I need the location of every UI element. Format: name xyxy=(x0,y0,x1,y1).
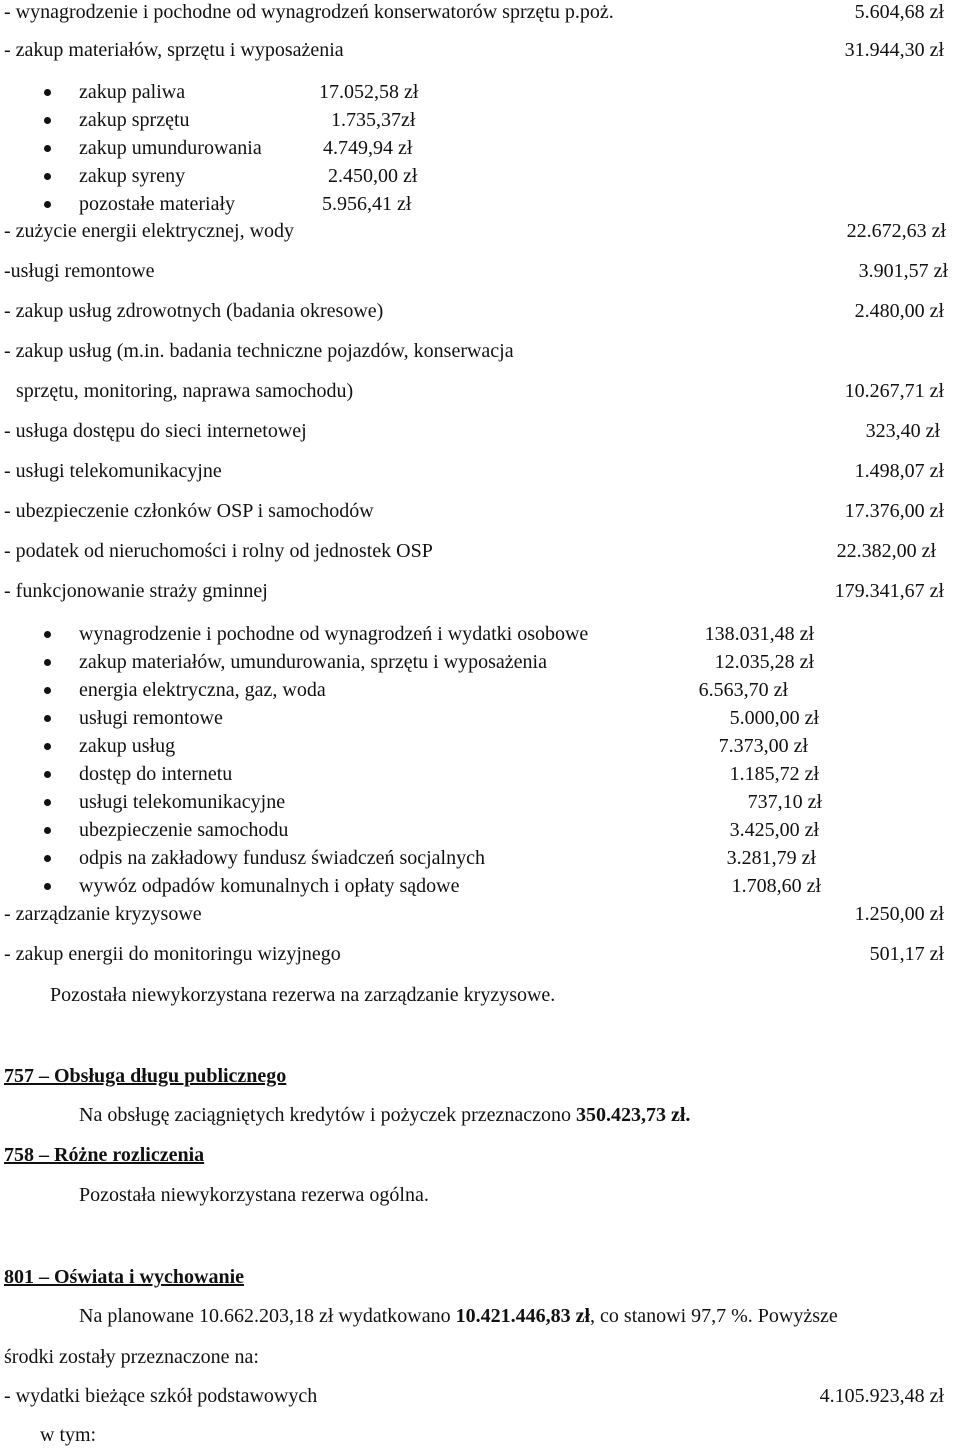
bullet-icon xyxy=(44,799,51,806)
bullet-icon xyxy=(44,173,51,180)
text-plain: Na obsługę zaciągniętych kredytów i pożyczek przeznaczono xyxy=(79,1104,576,1126)
section-heading-757 xyxy=(0,1064,960,1092)
expense-row-services-cont xyxy=(0,379,960,407)
row-label: - wynagrodzenie i pochodne od wynagrodzeń konserwatorów sprzętu p.poż. xyxy=(4,1,614,23)
row-label: sprzętu, monitoring, naprawa samochodu) xyxy=(16,380,354,402)
sub-list-item xyxy=(0,790,960,818)
row-amount: 4.105.923,48 zł xyxy=(819,1385,944,1407)
paragraph: środki zostały przeznaczone na: xyxy=(4,1346,259,1368)
bullet-icon xyxy=(44,631,51,638)
sub-item-amount: 5.956,41 zł xyxy=(322,193,412,215)
sub-list-item xyxy=(0,136,960,164)
sub-list-item xyxy=(0,678,960,706)
sub-item-amount: 1.708,60 zł xyxy=(731,875,821,897)
section-text-758 xyxy=(0,1183,960,1211)
crisis-note: Pozostała niewykorzystana rezerwa na zarządzanie kryzysowe. xyxy=(50,984,556,1006)
paragraph xyxy=(79,1304,838,1328)
expense-row xyxy=(0,539,960,567)
text-plain: Na planowane 10.662.203,18 zł wydatkowano xyxy=(79,1305,456,1327)
expense-row xyxy=(0,579,960,607)
expense-row xyxy=(0,299,960,327)
sub-list-item xyxy=(0,164,960,192)
bullet-icon xyxy=(44,883,51,890)
sub-item-amount: 17.052,58 zł xyxy=(319,81,419,103)
sub-list-item xyxy=(0,650,960,678)
expense-row xyxy=(0,38,960,66)
row-label: -usługi remontowe xyxy=(4,260,155,282)
bullet-icon xyxy=(44,687,51,694)
sub-item-label: pozostałe materiały xyxy=(79,193,236,215)
sub-item-label: zakup umundurowania xyxy=(79,137,262,159)
section-heading-801 xyxy=(0,1265,960,1293)
row-label: - wydatki bieżące szkół podstawowych xyxy=(4,1385,318,1407)
sub-item-amount: 737,10 zł xyxy=(747,791,822,813)
sub-list-item xyxy=(0,734,960,762)
sub-list-item xyxy=(0,874,960,902)
section-text-801-cont xyxy=(0,1345,960,1373)
sub-list-item xyxy=(0,192,960,220)
row-label: - zakup energii do monitoringu wizyjnego xyxy=(4,943,341,965)
text-bold: 350.423,73 zł. xyxy=(576,1104,691,1126)
sub-item-amount: 12.035,28 zł xyxy=(714,651,814,673)
expense-row xyxy=(0,219,960,247)
row-amount: 179.341,67 zł xyxy=(834,580,944,602)
w-tym-line xyxy=(0,1423,960,1451)
sub-item-amount: 5.000,00 zł xyxy=(729,707,819,729)
sub-item-label: zakup materiałów, umundurowania, sprzętu i wyposażenia xyxy=(79,651,547,673)
row-amount: 22.672,63 zł xyxy=(846,220,946,242)
section-heading: 758 – Różne rozliczenia xyxy=(4,1144,205,1166)
row-label: - zarządzanie kryzysowe xyxy=(4,903,202,925)
row-amount: 323,40 zł xyxy=(865,420,940,442)
expense-row xyxy=(0,902,960,930)
row-label: - funkcjonowanie straży gminnej xyxy=(4,580,268,602)
sub-item-amount: 7.373,00 zł xyxy=(718,735,808,757)
expense-row xyxy=(0,499,960,527)
row-label: - zakup usług zdrowotnych (badania okresowe) xyxy=(4,300,384,322)
row-amount: 2.480,00 zł xyxy=(854,300,944,322)
sub-item-label: zakup usług xyxy=(79,735,176,757)
sub-item-label: energia elektryczna, gaz, woda xyxy=(79,679,326,701)
sub-list-item xyxy=(0,80,960,108)
bullet-icon xyxy=(44,659,51,666)
sub-item-amount: 1.735,37zł xyxy=(331,109,416,131)
row-label: - usługi telekomunikacyjne xyxy=(4,460,222,482)
row-amount: 22.382,00 zł xyxy=(836,540,936,562)
row-label: - zakup usług (m.in. badania techniczne pojazdów, konserwacja xyxy=(4,340,514,362)
section-heading: 757 – Obsługa długu publicznego xyxy=(4,1065,287,1087)
section-text-757 xyxy=(0,1103,960,1131)
text-plain: , co stanowi 97,7 %. Powyższe xyxy=(590,1305,838,1327)
sub-item-amount: 2.450,00 zł xyxy=(328,165,418,187)
sub-item-label: usługi telekomunikacyjne xyxy=(79,791,286,813)
bullet-icon xyxy=(44,855,51,862)
row-amount: 501,17 zł xyxy=(869,943,944,965)
text-bold: 10.421.446,83 zł xyxy=(455,1305,591,1327)
sub-item-amount: 3.281,79 zł xyxy=(726,847,816,869)
sub-item-amount: 3.425,00 zł xyxy=(729,819,819,841)
sub-item-amount: 4.749,94 zł xyxy=(323,137,413,159)
bullet-icon xyxy=(44,89,51,96)
sub-item-amount: 138.031,48 zł xyxy=(704,623,814,645)
row-amount: 31.944,30 zł xyxy=(844,39,944,61)
sub-item-label: zakup sprzętu xyxy=(79,109,190,131)
expense-row xyxy=(0,459,960,487)
note-text xyxy=(0,983,960,1011)
sub-list-item xyxy=(0,622,960,650)
sub-list-item xyxy=(0,818,960,846)
bullet-icon xyxy=(44,743,51,750)
expense-row xyxy=(0,419,960,447)
sub-item-amount: 1.185,72 zł xyxy=(729,763,819,785)
sub-item-label: dostęp do internetu xyxy=(79,763,233,785)
w-tym-label: w tym: xyxy=(40,1424,97,1446)
paragraph: Pozostała niewykorzystana rezerwa ogólna. xyxy=(79,1184,429,1206)
bullet-icon xyxy=(44,715,51,722)
bullet-icon xyxy=(44,145,51,152)
row-label: - ubezpieczenie członków OSP i samochodów xyxy=(4,500,374,522)
sub-item-label: odpis na zakładowy fundusz świadczeń socjalnych xyxy=(79,847,485,869)
paragraph xyxy=(79,1103,690,1127)
sub-list-item xyxy=(0,108,960,136)
bullet-icon xyxy=(44,117,51,124)
row-label: - zakup materiałów, sprzętu i wyposażenia xyxy=(4,39,344,61)
bullet-icon xyxy=(44,771,51,778)
section-heading-758 xyxy=(0,1143,960,1171)
sub-item-label: ubezpieczenie samochodu xyxy=(79,819,289,841)
sub-list-item xyxy=(0,762,960,790)
section-heading: 801 – Oświata i wychowanie xyxy=(4,1266,244,1288)
sub-item-label: wynagrodzenie i pochodne od wynagrodzeń i wydatki osobowe xyxy=(79,623,589,645)
row-amount: 1.250,00 zł xyxy=(854,903,944,925)
sub-item-amount: 6.563,70 zł xyxy=(698,679,788,701)
sub-item-label: wywóz odpadów komunalnych i opłaty sądowe xyxy=(79,875,460,897)
sub-item-label: zakup syreny xyxy=(79,165,186,187)
sub-list-item xyxy=(0,846,960,874)
expense-row xyxy=(0,1384,960,1412)
row-amount: 3.901,57 zł xyxy=(858,260,948,282)
bullet-icon xyxy=(44,201,51,208)
row-amount: 1.498,07 zł xyxy=(854,460,944,482)
row-amount: 10.267,71 zł xyxy=(844,380,944,402)
sub-list-item xyxy=(0,706,960,734)
expense-row xyxy=(0,0,960,28)
bullet-icon xyxy=(44,827,51,834)
section-text-801 xyxy=(0,1304,960,1332)
row-amount: 17.376,00 zł xyxy=(844,500,944,522)
expense-row-services xyxy=(0,339,960,367)
expense-row xyxy=(0,259,960,287)
expense-row xyxy=(0,942,960,970)
sub-item-label: zakup paliwa xyxy=(79,81,186,103)
sub-item-label: usługi remontowe xyxy=(79,707,223,729)
row-label: - usługa dostępu do sieci internetowej xyxy=(4,420,307,442)
row-amount: 5.604,68 zł xyxy=(854,1,944,23)
row-label: - podatek od nieruchomości i rolny od jednostek OSP xyxy=(4,540,433,562)
row-label: - zużycie energii elektrycznej, wody xyxy=(4,220,295,242)
